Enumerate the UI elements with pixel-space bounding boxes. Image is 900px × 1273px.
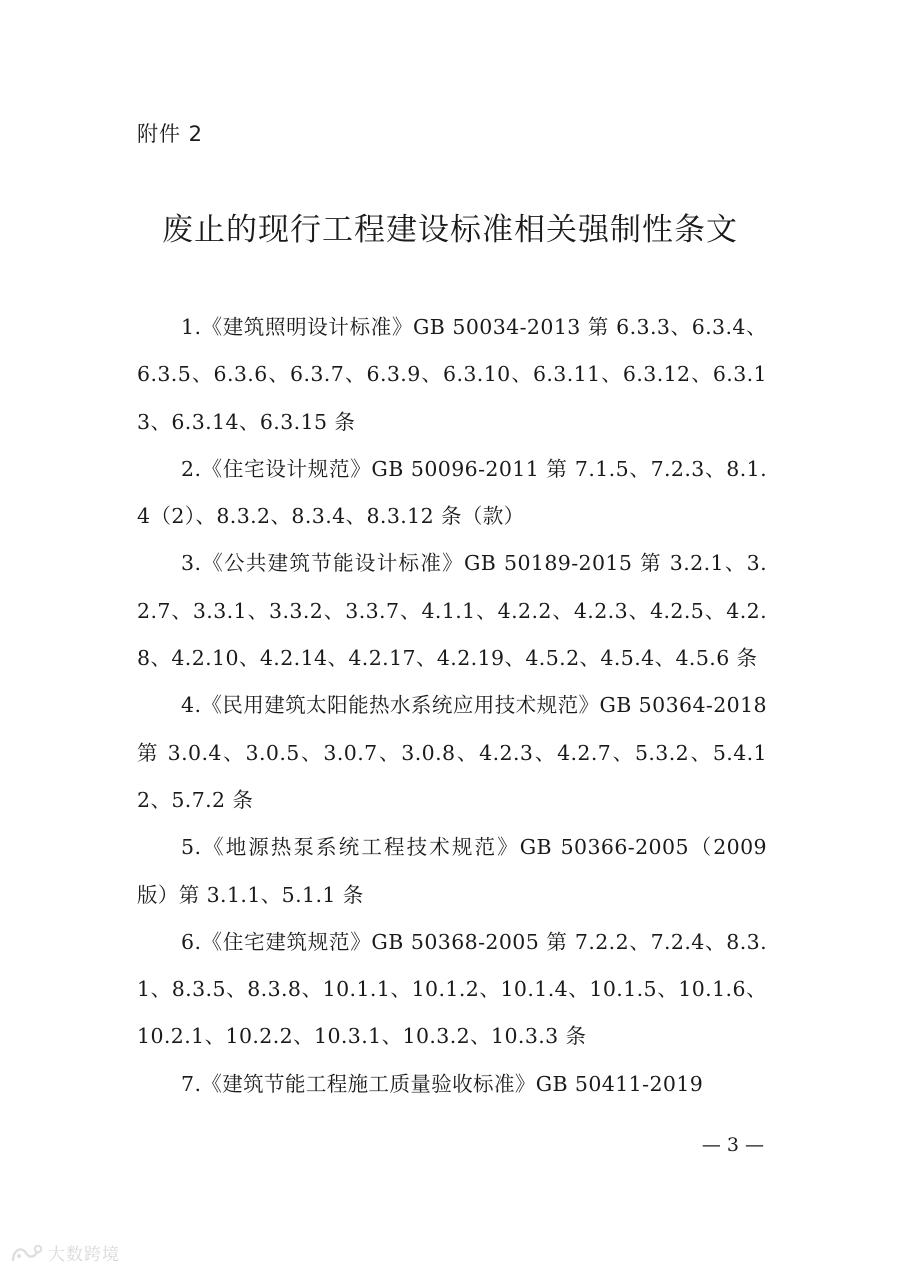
- list-item: 6.《住宅建筑规范》GB 50368-2005 第 7.2.2、7.2.4、8.3.1、8.3.5、8.3.8、10.1.1、10.1.2、10.1.4、10.1.5、10.1.6、10.2.1、10.2.2、10.3.1、10.3.2、10.3.3 条: [137, 929, 767, 1049]
- list-item: 2.《住宅设计规范》GB 50096-2011 第 7.1.5、7.2.3、8.1.4（2）、8.3.2、8.3.4、8.3.12 条（款）: [137, 456, 767, 529]
- watermark: [10, 1240, 120, 1265]
- watermark-text: 大数跨境: [48, 1245, 120, 1265]
- list-item: 3.《公共建筑节能设计标准》GB 50189-2015 第 3.2.1、3.2.7、3.3.1、3.3.2、3.3.7、4.1.1、4.2.2、4.2.3、4.2.5、4.2.8、4.2.10、4.2.14、4.2.17、4.2.19、4.5.2、4.5.4、4.5.6 条: [137, 551, 767, 671]
- document-title: 废止的现行工程建设标准相关强制性条文: [162, 212, 738, 248]
- list-item: 4.《民用建筑太阳能热水系统应用技术规范》GB 50364-2018 第 3.0.4、3.0.5、3.0.7、3.0.8、4.2.3、4.2.7、5.3.2、5.4.12、5.7.2 条: [137, 693, 767, 812]
- page-number: — 3 —: [701, 1134, 764, 1156]
- list-item: 7.《建筑节能工程施工质量验收标准》GB 50411-2019: [181, 1071, 704, 1096]
- attachment-label: 附件 2: [137, 122, 204, 146]
- list-item: 5.《地源热泵系统工程技术规范》GB 50366-2005（2009 版）第 3.1.1、5.1.1 条: [137, 835, 767, 907]
- list-item: 1.《建筑照明设计标准》GB 50034-2013 第 6.3.3、6.3.4、6.3.5、6.3.6、6.3.7、6.3.9、6.3.10、6.3.11、6.3.12、6.3.13、6.3.14、6.3.15 条: [137, 315, 767, 434]
- brand-logo-icon: [10, 1242, 44, 1264]
- provision-list: [137, 304, 767, 1108]
